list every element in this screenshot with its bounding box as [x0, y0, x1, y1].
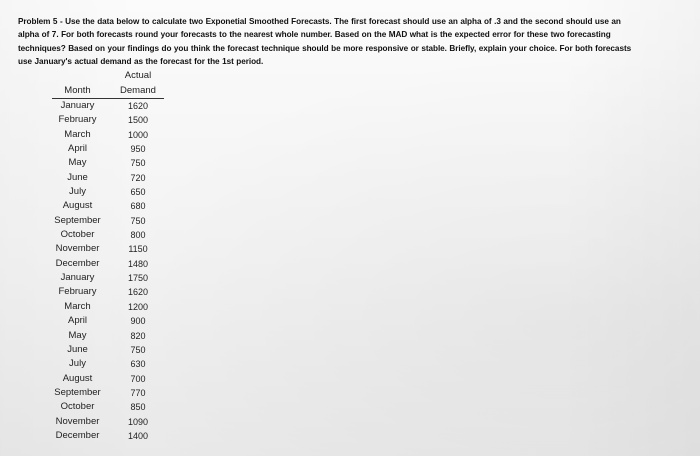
table-row — [40, 343, 170, 357]
table-row — [40, 99, 170, 113]
demand-cell: 720 — [130, 172, 146, 183]
demand-cell: 1000 — [127, 129, 149, 140]
table-row — [40, 156, 170, 170]
month-cell: February — [58, 114, 97, 126]
problem-line-3: techniques? Based on your findings do you think the forecast technique should be more responsive or stable. Briefly, explain your choice. For both forecasts — [18, 43, 632, 53]
header-month: Month — [64, 85, 91, 96]
month-cell: March — [64, 300, 91, 312]
demand-cell: 1150 — [128, 244, 148, 255]
table-row — [40, 271, 170, 285]
header-demand: Demand — [120, 85, 156, 96]
table-row — [40, 242, 170, 256]
table-row — [40, 185, 170, 199]
table-row — [40, 199, 170, 213]
problem-statement — [18, 15, 690, 69]
demand-cell: 750 — [130, 215, 146, 226]
table-row — [40, 429, 170, 443]
demand-cell: 850 — [130, 402, 146, 413]
demand-cell: 1090 — [127, 416, 149, 427]
demand-cell: 750 — [130, 344, 146, 355]
problem-line-1: Problem 5 - Use the data below to calculate two Exponetial Smoothed Forecasts. The first forecast should use an alpha of .3 and the second should use an — [18, 17, 621, 26]
month-cell: November — [55, 243, 100, 255]
month-cell: December — [55, 429, 100, 441]
month-cell: September — [54, 386, 101, 398]
month-cell: August — [62, 200, 93, 212]
table-row — [40, 142, 170, 156]
month-cell: July — [69, 186, 86, 198]
demand-cell: 950 — [130, 144, 146, 155]
table-row — [40, 128, 170, 142]
demand-cell: 900 — [130, 316, 146, 327]
table-row — [40, 329, 170, 343]
problem-line-4: use January's actual demand as the forecast for the 1st period. — [18, 57, 264, 67]
demand-cell: 1200 — [127, 301, 149, 312]
table-row — [40, 357, 170, 371]
table-row — [40, 214, 170, 228]
month-cell: April — [67, 315, 87, 327]
table-row — [40, 314, 170, 328]
month-cell: June — [67, 343, 88, 355]
demand-cell: 630 — [130, 359, 146, 370]
month-cell: February — [58, 286, 97, 298]
demand-cell: 820 — [130, 330, 146, 341]
month-cell: May — [68, 329, 87, 341]
month-cell: January — [60, 100, 95, 111]
demand-cell: 1620 — [127, 287, 149, 298]
demand-cell: 750 — [130, 158, 146, 169]
demand-cell: 700 — [130, 373, 146, 384]
month-cell: December — [55, 257, 100, 269]
month-cell: November — [55, 415, 100, 427]
month-cell: October — [60, 401, 95, 413]
month-cell: April — [67, 143, 87, 155]
problem-line-2: alpha of 7. For both forecasts round your forecasts to the nearest whole number. Based on the MAD what is the expected error for these two forecasting — [18, 30, 611, 40]
demand-cell: 680 — [130, 201, 146, 212]
table-row — [40, 257, 170, 271]
table-row — [40, 300, 170, 314]
table-row — [40, 372, 170, 386]
month-cell: May — [68, 157, 87, 169]
demand-cell: 650 — [130, 187, 146, 198]
table-row — [40, 415, 170, 429]
table-row — [40, 113, 170, 127]
month-cell: March — [64, 128, 91, 140]
demand-cell: 1500 — [127, 115, 149, 126]
header-actual: Actual — [124, 70, 152, 81]
month-cell: September — [54, 214, 101, 226]
demand-cell: 770 — [130, 387, 146, 398]
table-row — [40, 228, 170, 242]
demand-cell: 1750 — [127, 273, 149, 284]
table-row — [40, 386, 170, 400]
demand-cell: 1620 — [127, 101, 149, 111]
month-cell: July — [69, 358, 86, 370]
demand-cell: 1480 — [127, 258, 149, 269]
table-row — [40, 400, 170, 414]
demand-cell: 800 — [130, 230, 146, 241]
table-row — [40, 285, 170, 299]
demand-cell: 1400 — [127, 430, 149, 441]
month-cell: October — [60, 229, 95, 241]
month-cell: January — [60, 272, 95, 284]
table-body — [40, 99, 170, 443]
month-cell: August — [62, 372, 93, 384]
month-cell: June — [67, 171, 88, 183]
table-row — [40, 171, 170, 185]
